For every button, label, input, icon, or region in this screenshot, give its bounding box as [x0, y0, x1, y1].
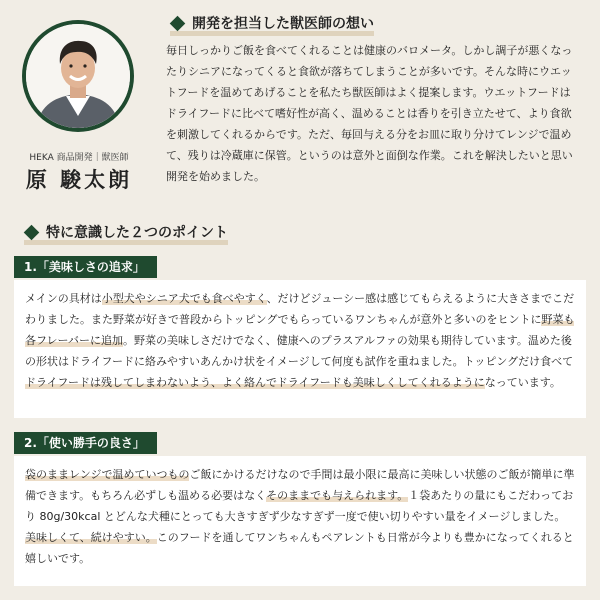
point2-text: １袋あたりの量にもこだわっており 80g/30kcal とどんな犬種にとっても大きすぎず少なすぎず一度で使い切りやすい量をイメージしました。	[25, 489, 574, 523]
intro-heading	[170, 13, 374, 34]
vet-portrait-illustration	[26, 24, 130, 128]
diamond-bullet-icon	[24, 224, 40, 240]
vet-name: 原 駿太朗	[25, 168, 133, 192]
point2-text: このフードを通してワンちゃんもペアレントも日常が今よりも豊かになってくれると嬉しいです。	[25, 531, 574, 565]
point2-paragraph	[25, 464, 575, 569]
point2-text: ご飯にかけるだけなので手間は最小限に最高に美味しい状態のご飯が簡単に準備できます。もちろん必ずしも温める必要はなく	[25, 468, 575, 502]
point1-highlight: ドライフードは残してしまわないよう、よく絡んでドライフードも美味しくしてくれるように	[25, 376, 485, 389]
point1-text: 。野菜の美味しさだけでなく、健康へのプラスアルファの効果も期待しています。温めた後の形状はドライフードに絡みやすいあんかけ状をイメージして何度も試作を重ねました。トッピングだけ食べて	[25, 334, 573, 368]
point2-highlight: そのままでも与えられます。	[266, 489, 409, 502]
point1-text: メインの具材は	[25, 292, 102, 305]
point1-highlight: 野菜も各フレーバーに追加	[25, 313, 575, 347]
points-heading-text: 特に意識した２つのポイント	[46, 225, 228, 241]
vet-avatar	[26, 24, 130, 128]
point1-box	[14, 280, 586, 418]
point1-paragraph	[25, 288, 575, 393]
point1-text: 、だけどジューシー感は感じてもらえるように大きさまでこだわりました。また野菜が好きで普段からトッピングでもらっているワンちゃんが意外と多いのをヒントに	[25, 292, 575, 326]
vet-role-label: HEKA 商品開発｜獣医師	[29, 153, 129, 163]
diamond-bullet-icon	[170, 15, 186, 31]
intro-paragraph: 毎日しっかりご飯を食べてくれることは健康のバロメータ。しかし調子が悪くなったりシニアになってくると食欲が落ちてしまうことが多いです。そんな時にウエットフードを温めてあげることを私たち獣医師はよく提案します。ウエットフードはドライフードに比べて嗜好性が高く、温めることは香りを引き立たせて、より食欲を刺激してくれるからです。ただ、毎回与える分をお皿に取り分けてレンジで温めて、残りは冷蔵庫に保管。というのは意外と面倒な作業。これを解決したいと思い開発を始めました。	[166, 44, 573, 183]
point1-highlight: 小型犬やシニア犬でも食べやすく	[101, 292, 267, 305]
points-heading	[24, 222, 228, 243]
point2-highlight: 袋のままレンジで温めていつもの	[25, 468, 190, 481]
point1-title: 1.「美味しさの追求」	[14, 256, 157, 278]
point2-title: 2.「使い勝手の良さ」	[14, 432, 157, 454]
point1-text: なっています。	[484, 376, 561, 389]
intro-heading-text: 開発を担当した獣医師の想い	[192, 16, 374, 32]
vet-avatar-frame	[22, 20, 134, 132]
point2-highlight: 美味しくて、続けやすい。	[25, 531, 157, 544]
point2-box	[14, 456, 586, 586]
